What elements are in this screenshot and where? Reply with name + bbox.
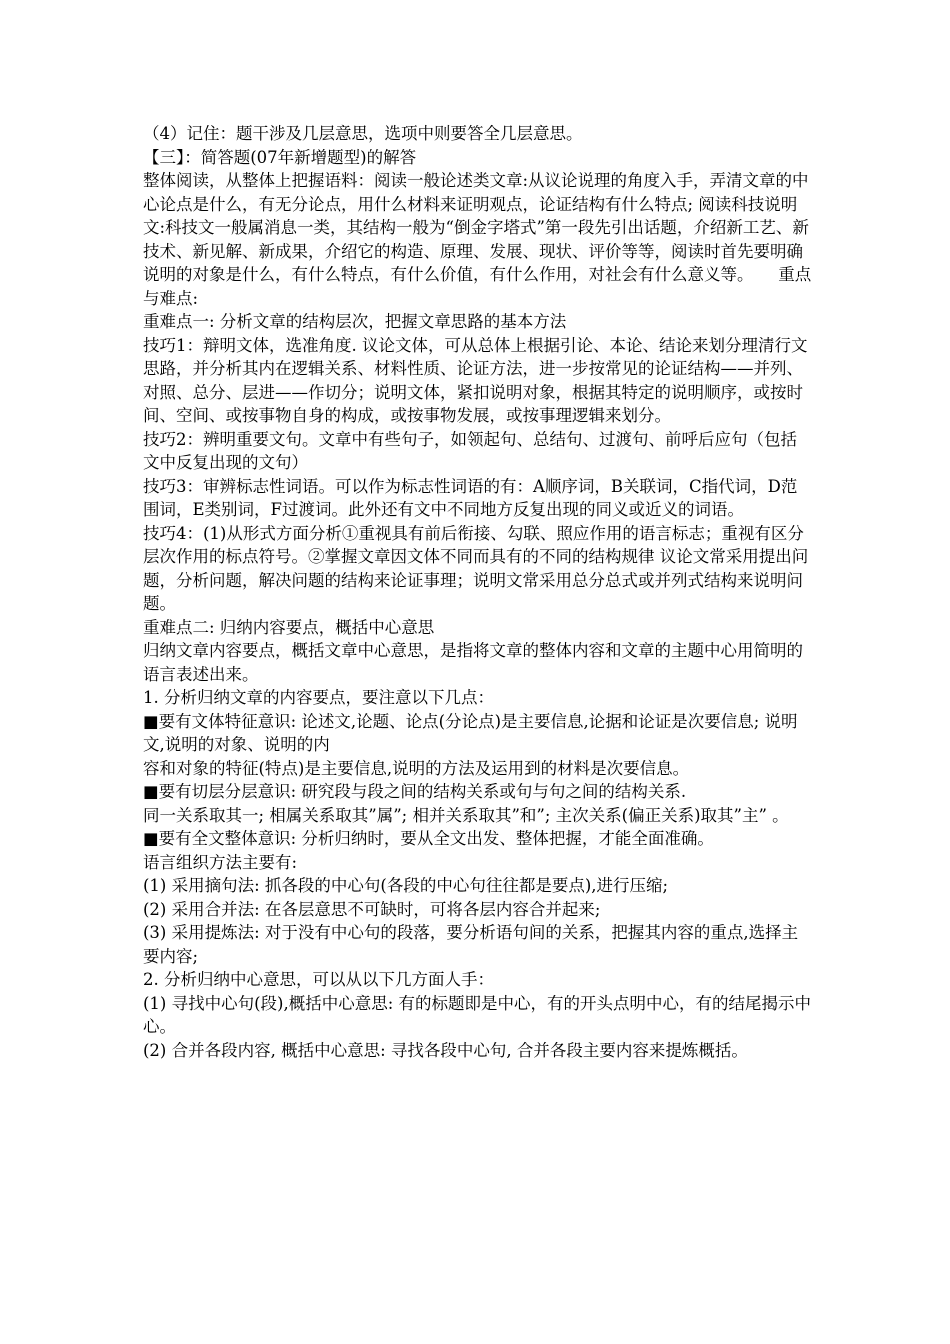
- section-heading-short-answer: 【三】：简答题(07年新增题型)的解答: [143, 147, 417, 167]
- document-body: [143, 122, 813, 1062]
- bullet-layer-awareness: ■要有切层分层意识: 研究段与段之间的结构关系或句与句之间的结构关系.: [143, 782, 687, 801]
- bullet-genre-awareness-continued: 容和对象的特征(特点)是主要信息,说明的方法及运用到的材料是次要信息。: [143, 758, 690, 778]
- paragraph-remember-options: （4）记住：题干涉及几层意思，选项中则要答全几层意思。: [143, 124, 583, 143]
- paragraph-tip-3: 技巧3：审辨标志性词语。可以作为标志性词语的有：A顺序词，B关联词，C指代词，D范围词，E类别词，F过渡词。此外还有文中不同地方反复出现的同义或近义的词语。: [143, 476, 798, 519]
- list-item-refine-method: (3) 采用提炼法: 对于没有中心句的段落，要分析语句间的关系，把握其内容的重点,选择主要内容;: [143, 923, 799, 966]
- list-heading-content-points: 1. 分析归纳文章的内容要点，要注意以下几点：: [143, 688, 494, 707]
- heading-key-point-one: 重难点一: 分析文章的结构层次，把握文章思路的基本方法: [143, 312, 567, 331]
- paragraph-tip-2: 技巧2：辨明重要文句。文章中有些句子，如领起句、总结句、过渡句、前呼后应句（包括文中反复出现的文句）: [143, 429, 797, 472]
- list-item-merge-paragraphs: (2) 合并各段内容, 概括中心意思: 寻找各段中心句, 合并各段主要内容来提炼概括。: [143, 1040, 748, 1060]
- list-item-merge-method: (2) 采用合并法: 在各层意思不可缺时，可将各层内容合并起来;: [143, 899, 601, 919]
- paragraph-summary-definition: 归纳文章内容要点，概括文章中心意思，是指将文章的整体内容和文章的主题中心用简明的语言表述出来。: [143, 641, 803, 684]
- bullet-genre-awareness: ■要有文体特征意识: 论述文,论题、论点(分论点)是主要信息,论据和论证是次要信息; 说明文,说明的对象、说明的内: [143, 711, 798, 754]
- paragraph-tip-1: 技巧1：辩明文体，选准角度. 议论文体，可从总体上根据引论、本论、结论来划分理清行文思路，并分析其内在逻辑关系、材料性质、论证方法，进一步按常见的论证结构——并列、对照、总分、层进——作切分；说明文体，紧扣说明对象，根据其特定的说明顺序，或按时间、空间、或按事物自身的构成，或按事物发展，或按事理逻辑来划分。: [143, 335, 808, 425]
- heading-language-methods: 语言组织方法主要有:: [143, 852, 298, 872]
- paragraph-tip-4: 技巧4：(1)从形式方面分析①重视具有前后衔接、勾联、照应作用的语言标志；重视有区分层次作用的标点符号。②掌握文章因文体不同而具有的不同的结构规律 议论文常采用提出问题，分析问题，解决问题的结构来论证事理；说明文常采用总分总式或并列式结构来说明问题。: [143, 523, 809, 613]
- heading-key-point-two: 重难点二: 归纳内容要点，概括中心意思: [143, 617, 435, 637]
- bullet-whole-text-awareness: ■要有全文整体意识: 分析归纳时，要从全文出发、整体把握，才能全面准确。: [143, 829, 714, 848]
- list-item-excerpt-method: (1) 采用摘句法: 抓各段的中心句(各段的中心句往往都是要点),进行压缩;: [143, 876, 669, 895]
- paragraph-relation-rules: 同一关系取其一; 相属关系取其”属”; 相并关系取其”和”; 主次关系(偏正关系)取其”主” 。: [143, 805, 789, 825]
- list-item-find-central-sentence: (1) 寻找中心句(段),概括中心意思: 有的标题即是中心，有的开头点明中心，有的结尾揭示中心。: [143, 993, 812, 1036]
- list-heading-central-idea: 2. 分析归纳中心意思，可以从以下几方面人手：: [143, 970, 494, 989]
- paragraph-whole-reading: 整体阅读，从整体上把握语料：阅读一般论述类文章:从议论说理的角度入手，弄清文章的中心论点是什么，有无分论点，用什么材料来证明观点，论证结构有什么特点; 阅读科技说明文:科技文一般属消息一类，其结构一般为“倒金字塔式”第一段先引出话题，介绍新工艺、新技术、新见解、新成果，介绍它的构造、原理、发展、现状、评价等等，阅读时首先要明确说明的对象是什么，有什么特点，有什么价值，有什么作用，对社会有什么意义等。 重点与难点:: [143, 171, 812, 308]
